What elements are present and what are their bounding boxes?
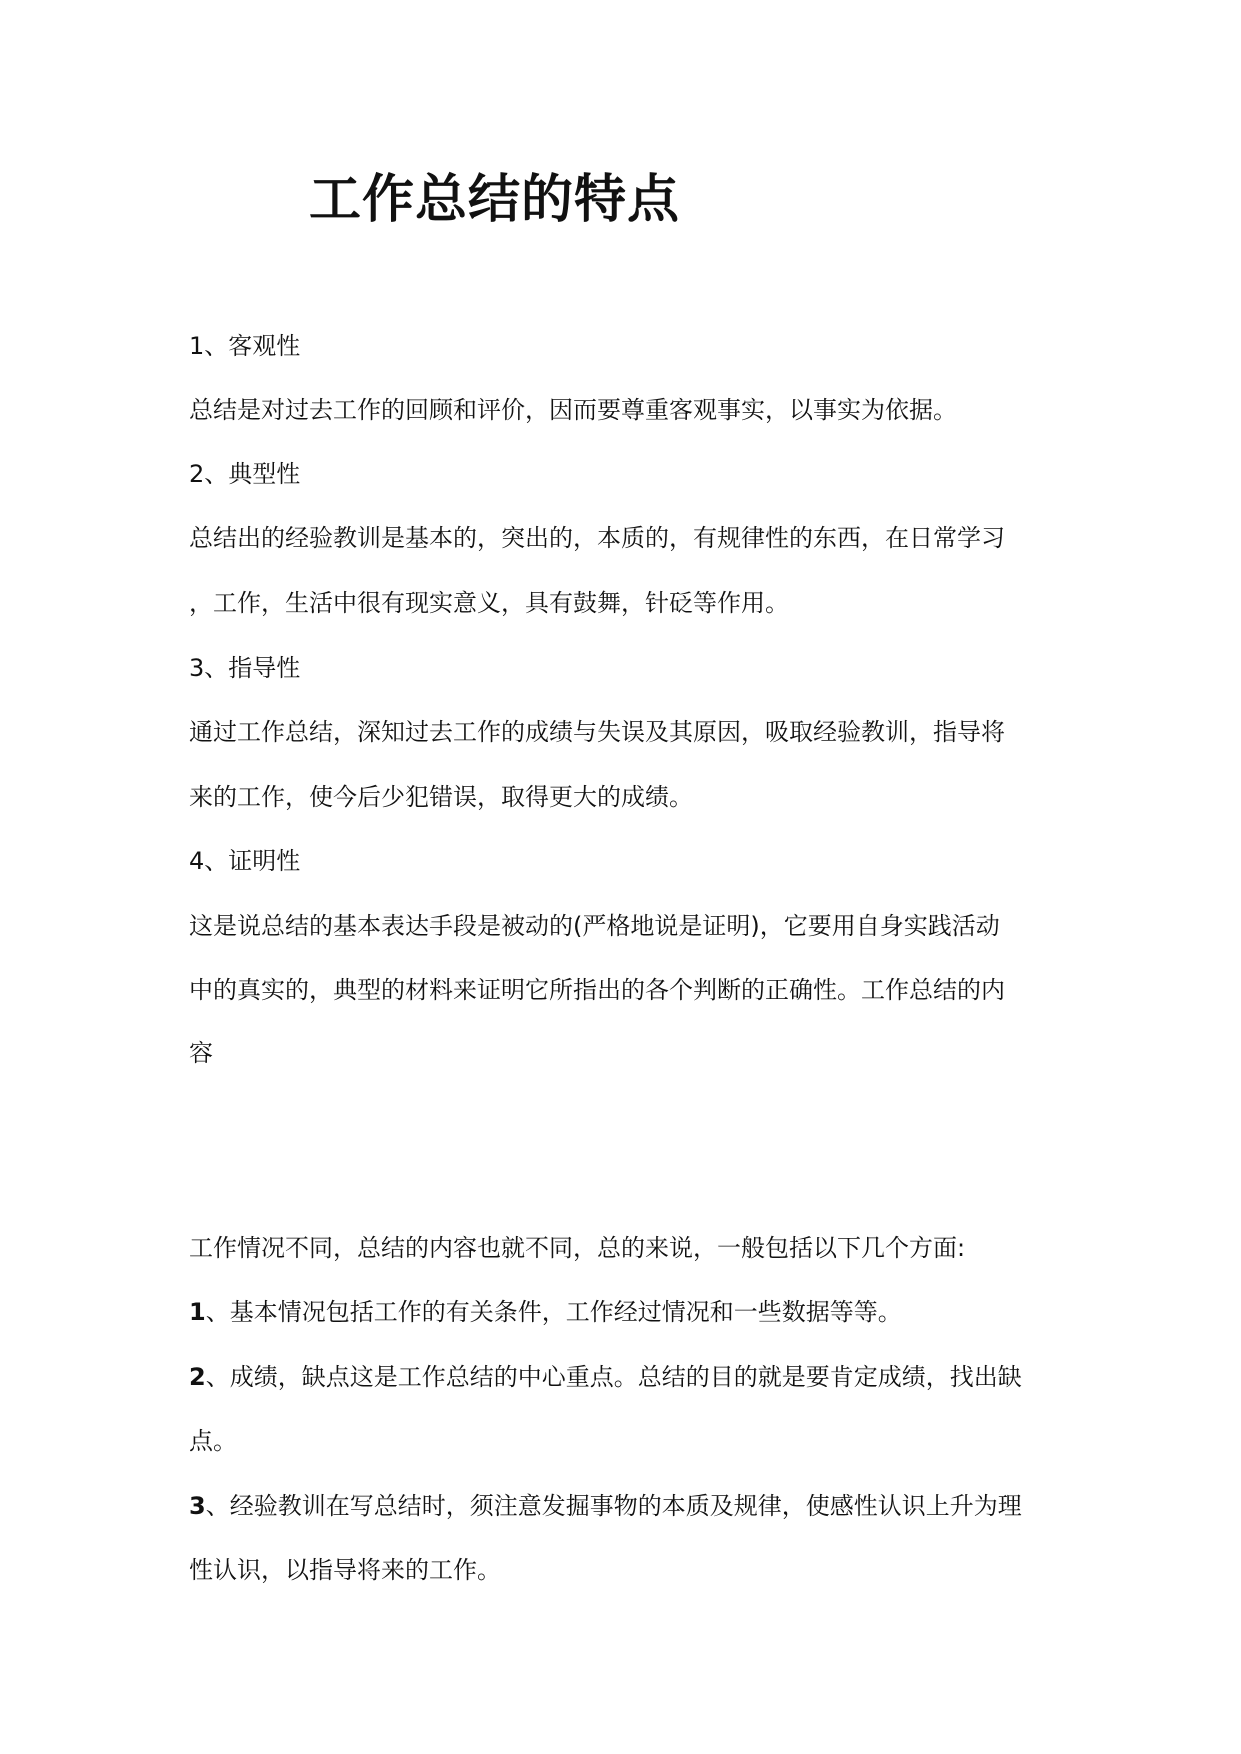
heading-objectivity: 1、客观性 xyxy=(189,332,301,360)
item-number: 3 xyxy=(189,1492,206,1520)
document-title: 工作总结的特点 xyxy=(309,170,681,230)
paragraph-proof-line-2: 中的真实的，典型的材料来证明它所指出的各个判断的正确性。工作总结的内 xyxy=(189,976,1005,1004)
content-intro: 工作情况不同，总结的内容也就不同，总的来说，一般包括以下几个方面: xyxy=(189,1234,966,1262)
paragraph-guidance-line-2: 来的工作，使今后少犯错误，取得更大的成绩。 xyxy=(189,783,693,811)
heading-proof: 4、证明性 xyxy=(189,847,301,875)
heading-guidance: 3、指导性 xyxy=(189,654,301,682)
content-item-3-continued: 性认识，以指导将来的工作。 xyxy=(189,1556,501,1584)
item-text: 、经验教训在写总结时，须注意发掘事物的本质及规律，使感性认识上升为理 xyxy=(205,1492,1022,1520)
paragraph-typicality-line-2: ，工作，生活中很有现实意义，具有鼓舞，针砭等作用。 xyxy=(189,589,789,617)
paragraph-objectivity: 总结是对过去工作的回顾和评价，因而要尊重客观事实，以事实为依据。 xyxy=(189,396,957,424)
heading-typicality: 2、典型性 xyxy=(189,460,301,488)
content-item-1 xyxy=(189,1295,902,1329)
content-item-2 xyxy=(189,1360,1022,1394)
item-text: 、基本情况包括工作的有关条件，工作经过情况和一些数据等等。 xyxy=(205,1298,902,1326)
item-number: 1 xyxy=(189,1298,206,1326)
paragraph-typicality-line-1: 总结出的经验教训是基本的，突出的，本质的，有规律性的东西，在日常学习 xyxy=(189,524,1005,552)
paragraph-proof-line-3: 容 xyxy=(189,1039,213,1067)
item-text: 、成绩，缺点这是工作总结的中心重点。总结的目的就是要肯定成绩，找出缺 xyxy=(205,1363,1022,1391)
item-number: 2 xyxy=(189,1363,206,1391)
content-item-3 xyxy=(189,1489,1022,1523)
content-item-2-continued: 点。 xyxy=(189,1427,237,1455)
paragraph-guidance-line-1: 通过工作总结，深知过去工作的成绩与失误及其原因，吸取经验教训，指导将 xyxy=(189,718,1005,746)
paragraph-proof-line-1: 这是说总结的基本表达手段是被动的(严格地说是证明)，它要用自身实践活动 xyxy=(189,912,1000,940)
